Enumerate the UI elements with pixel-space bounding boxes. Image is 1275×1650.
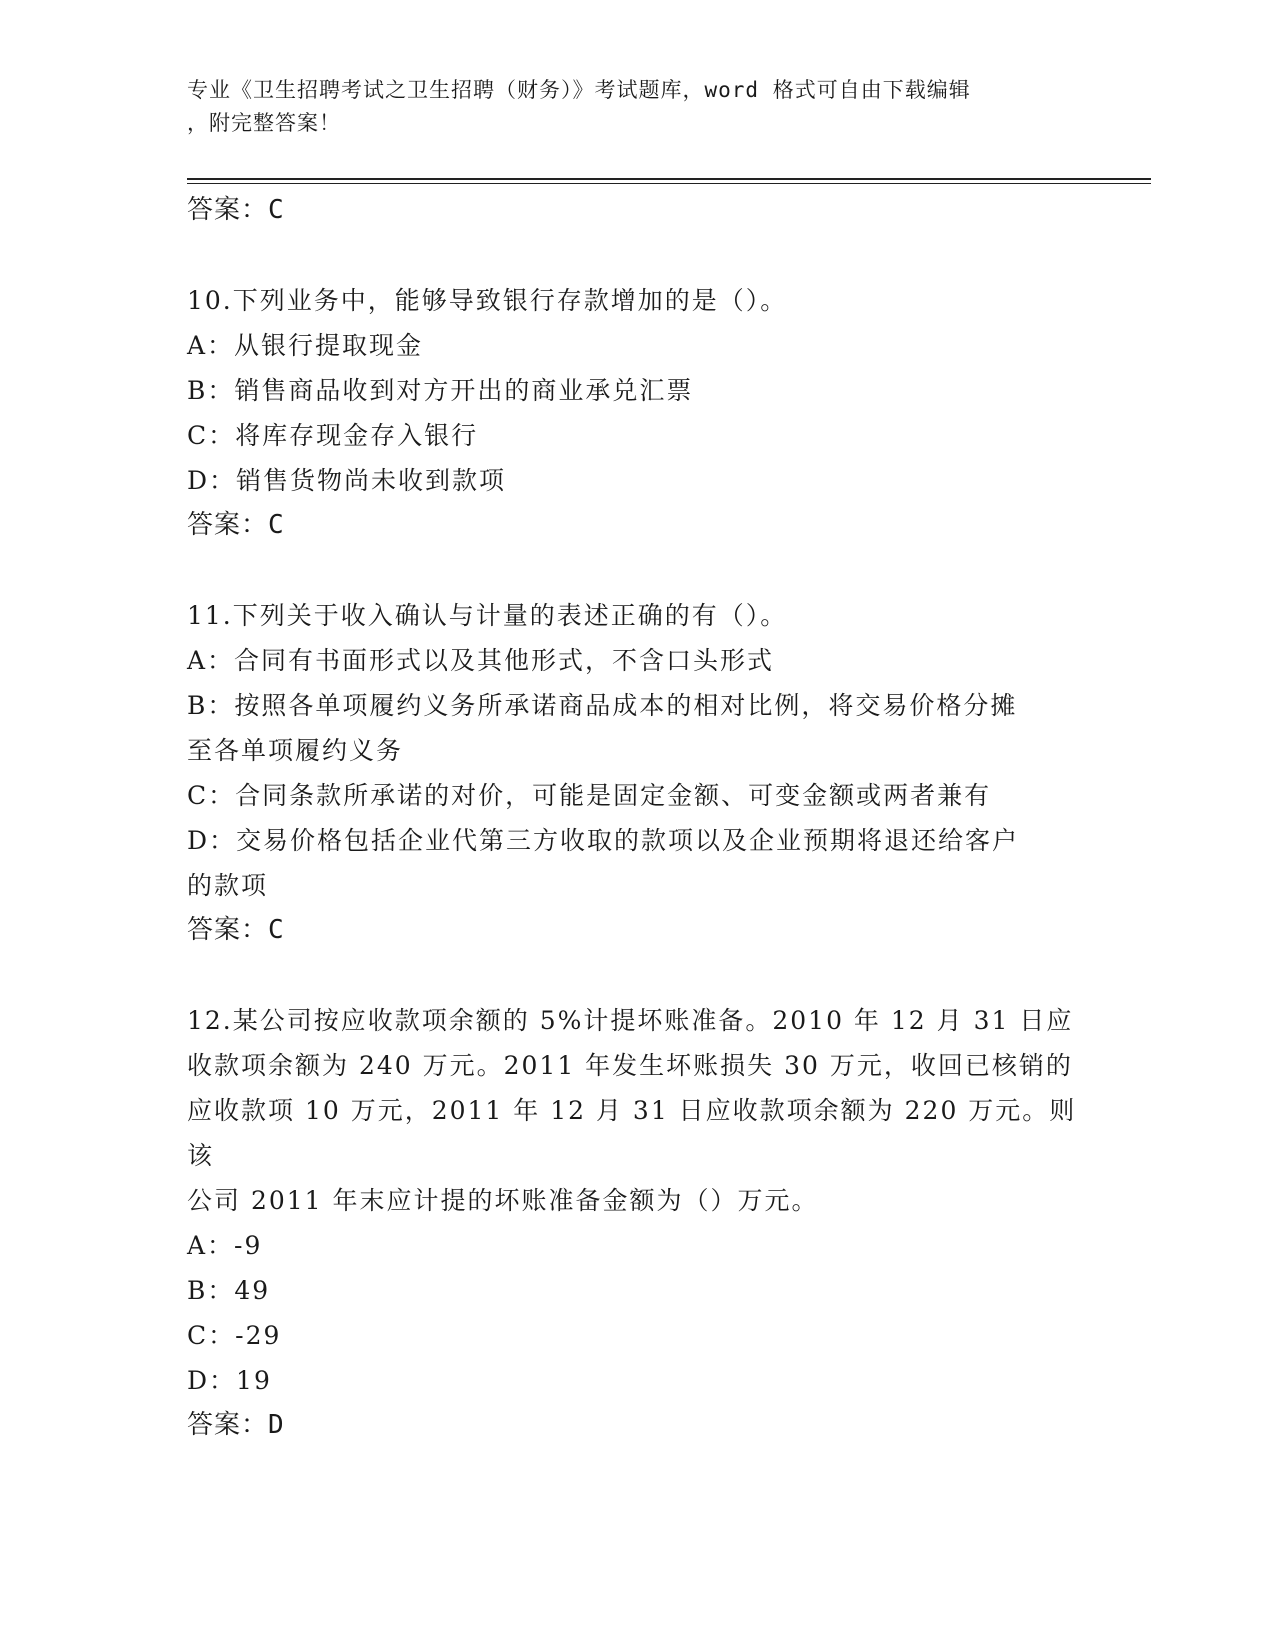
- option-d: D：19: [187, 1366, 272, 1395]
- option-d: D：销售货物尚未收到款项: [187, 466, 507, 495]
- question-list: [187, 188, 1077, 1448]
- question-stem-continued: 收款项余额为 240 万元。2011 年发生坏账损失 30 万元，收回已核销的: [187, 1051, 1073, 1080]
- option-c: C：-29: [187, 1321, 282, 1350]
- header-divider-thin: [187, 183, 1151, 184]
- option-d: D：交易价格包括企业代第三方收取的款项以及企业预期将退还给客户: [187, 826, 1020, 855]
- option-a: A：从银行提取现金: [187, 331, 424, 360]
- previous-question-answer: 答案：C: [187, 195, 285, 225]
- option-b: B：销售商品收到对方开出的商业承兑汇票: [187, 376, 694, 405]
- option-b: B：按照各单项履约义务所承诺商品成本的相对比例，将交易价格分摊: [187, 691, 1018, 720]
- question-stem: 12.某公司按应收款项余额的 5%计提坏账准备。2010 年 12 月 31 日应: [187, 1006, 1074, 1035]
- question-12: [187, 998, 1077, 1448]
- question-stem-continued: 公司 2011 年末应计提的坏账准备金额为（）万元。: [187, 1186, 819, 1215]
- header-line-1: 专业《卫生招聘考试之卫生招聘（财务）》考试题库，word 格式可自由下载编辑: [187, 78, 971, 102]
- question-answer: 答案：C: [187, 915, 285, 945]
- page-header: [187, 74, 1067, 140]
- header-divider-thick: [187, 178, 1151, 180]
- question-answer: 答案：C: [187, 510, 285, 540]
- question-stem: 10.下列业务中，能够导致银行存款增加的是（）。: [187, 286, 788, 315]
- option-b-continued: 至各单项履约义务: [187, 736, 404, 765]
- option-c: C：将库存现金存入银行: [187, 421, 479, 450]
- question-11: [187, 593, 1077, 953]
- option-c: C：合同条款所承诺的对价，可能是固定金额、可变金额或两者兼有: [187, 781, 992, 810]
- question-answer: 答案：D: [187, 1410, 285, 1440]
- question-stem-continued: 应收款项 10 万元，2011 年 12 月 31 日应收款项余额为 220 万元。则该: [187, 1096, 1077, 1170]
- option-d-continued: 的款项: [187, 871, 269, 900]
- option-a: A：-9: [187, 1231, 263, 1260]
- option-a: A：合同有书面形式以及其他形式，不含口头形式: [187, 646, 775, 675]
- option-b: B：49: [187, 1276, 271, 1305]
- header-line-2: ，附完整答案！: [187, 111, 341, 135]
- question-10: [187, 278, 1077, 548]
- question-stem: 11.下列关于收入确认与计量的表述正确的有（）。: [187, 601, 788, 630]
